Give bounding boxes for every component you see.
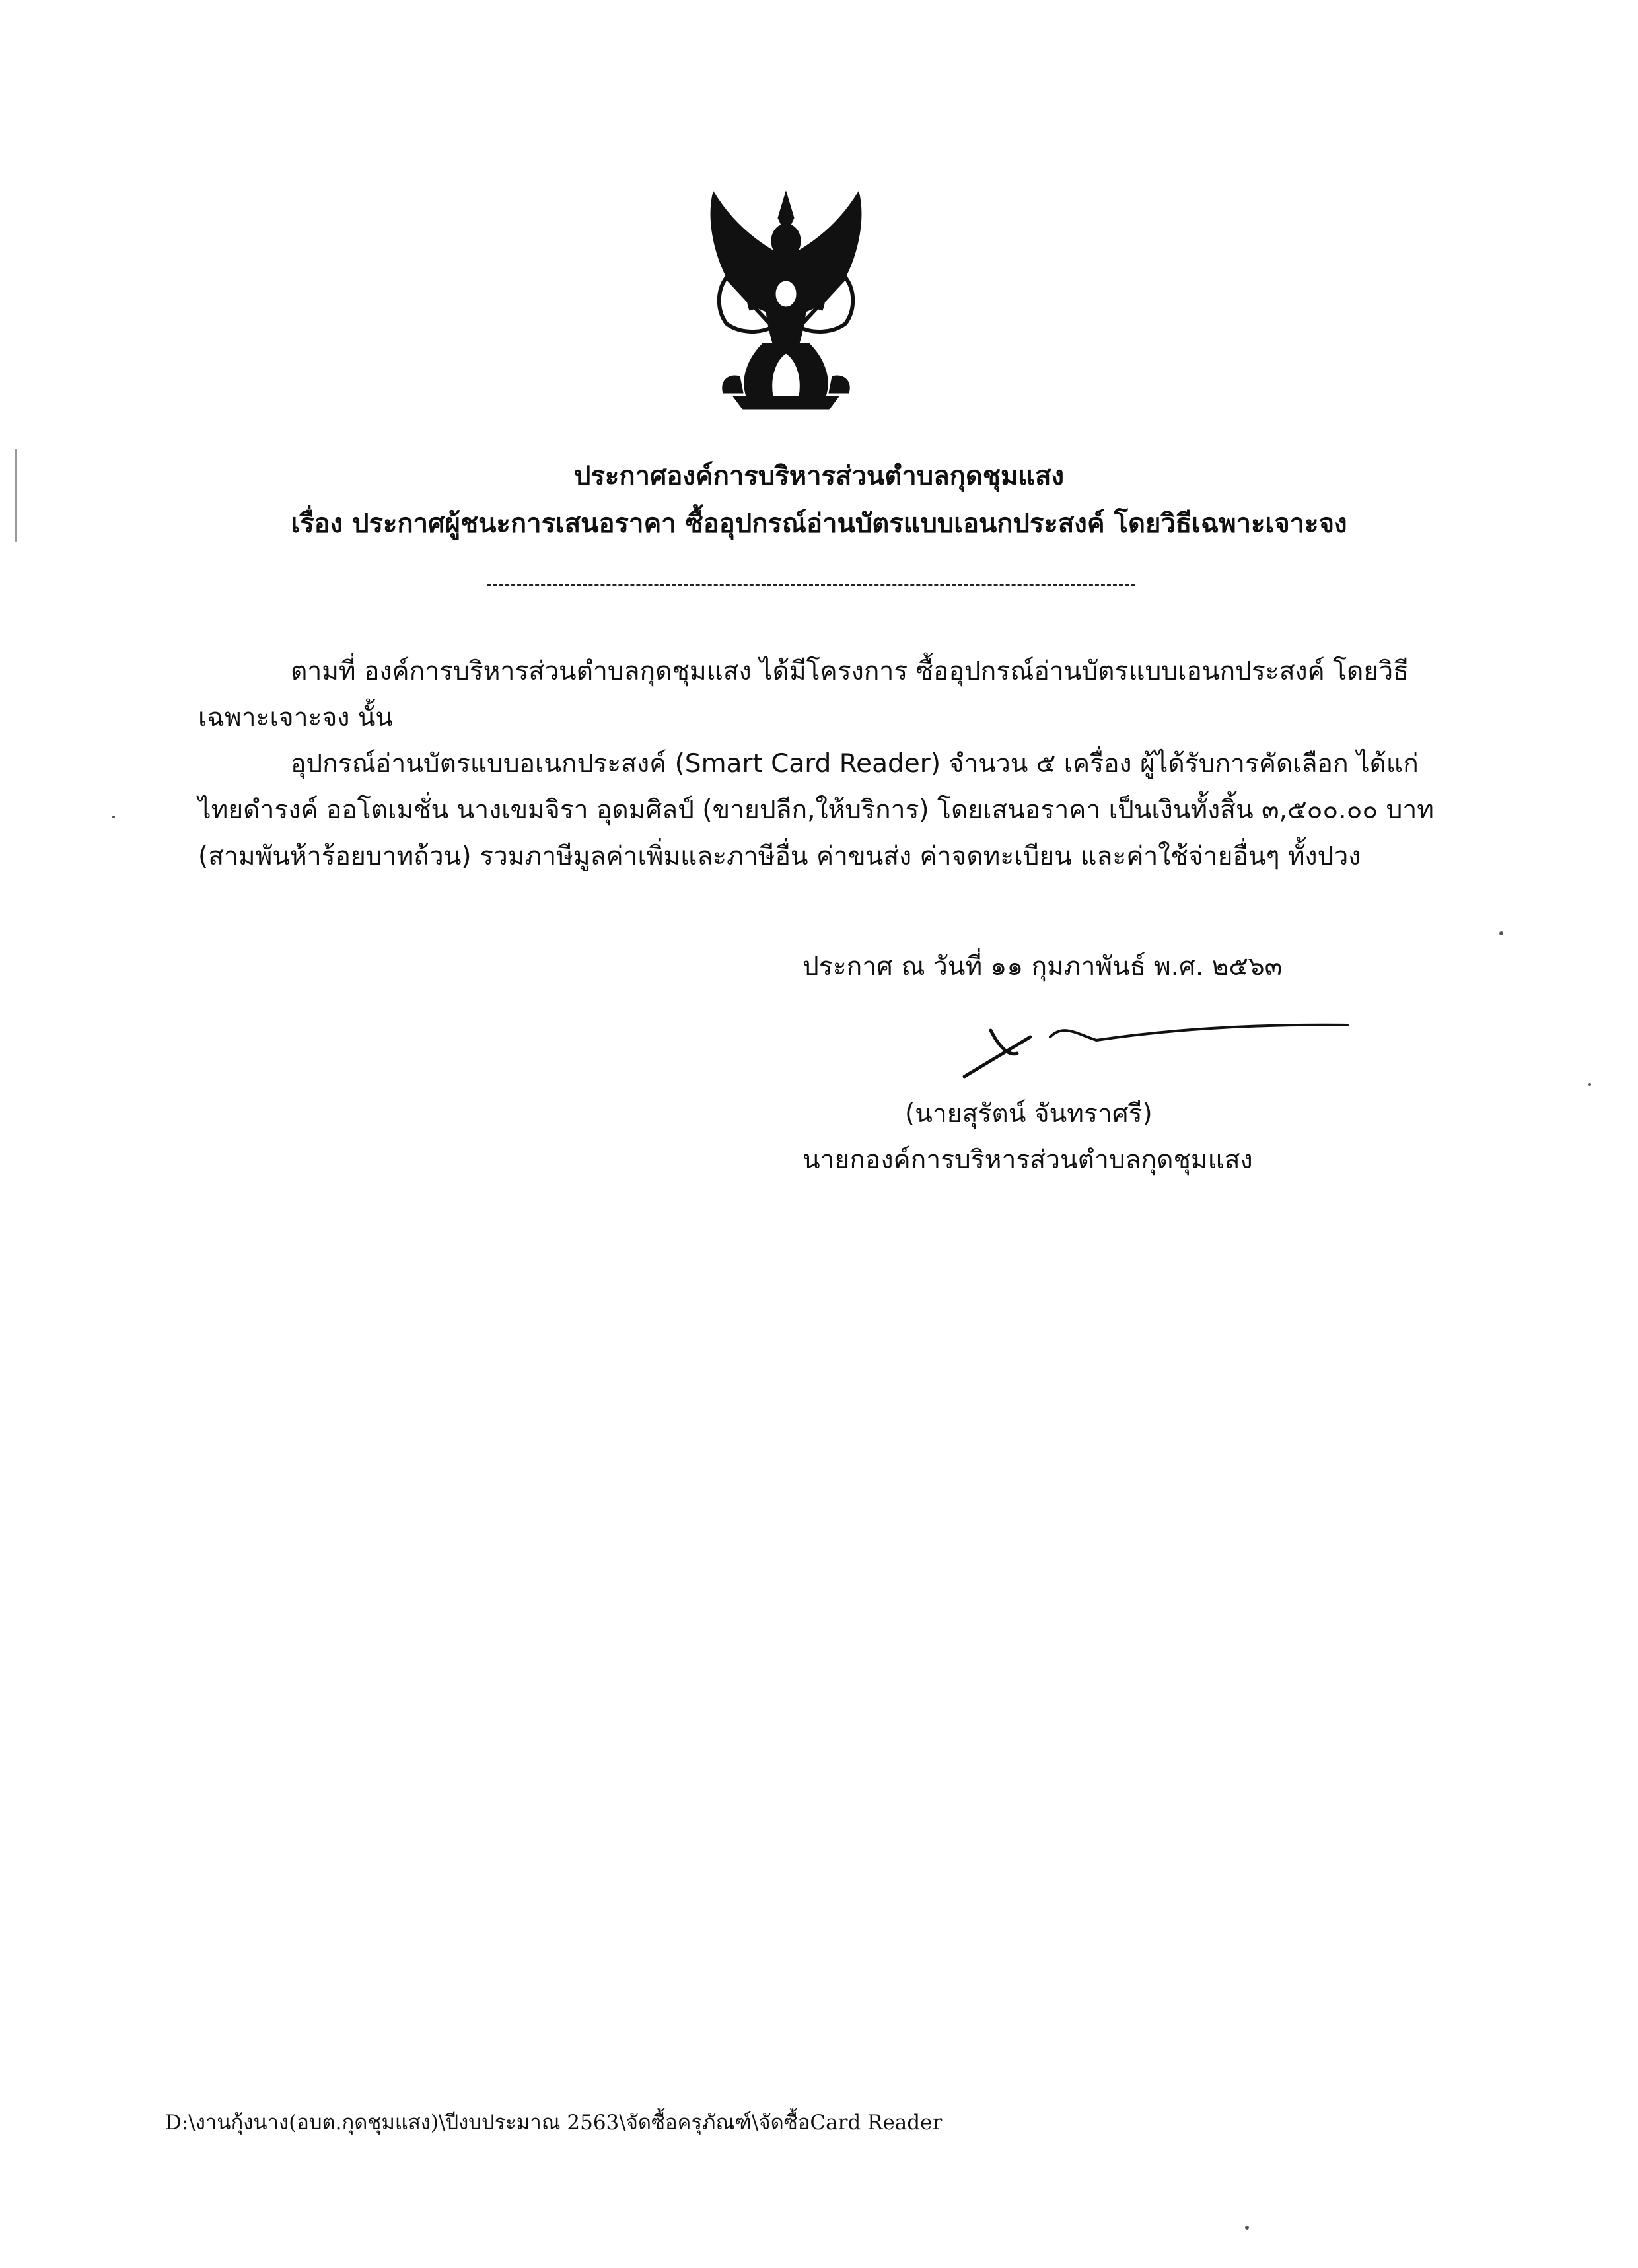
garuda-emblem-icon	[687, 178, 885, 416]
signature-mark	[951, 1010, 1374, 1090]
scan-speck	[112, 816, 115, 818]
announcement-subject: เรื่อง ประกาศผู้ชนะการเสนอราคา ซื้ออุปกรณ์อ่านบัตรแบบเอนกประสงค์ โดยวิธีเฉพาะเจาะจง	[291, 509, 1347, 539]
scan-edge-artifact	[15, 449, 17, 542]
file-path-footer: D:\งานกุ้งนาง(อบต.กุดชุมแสง)\ปีงบประมาณ 2563\จัดซื้อครุภัณฑ์\จัดซื้อCard Reader	[165, 2111, 943, 2135]
paragraph-2-line-2: ไทยดำรงค์ ออโตเมชั่น นางเขมจิรา อุดมศิลป์ (ขายปลีก,ให้บริการ) โดยเสนอราคา เป็นเงินทั้งสิ้น ๓,๕๐๐.๐๐ บาท	[198, 795, 1434, 825]
scan-speck	[1499, 931, 1503, 935]
announcement-title: ประกาศองค์การบริหารส่วนตำบลกุดชุมแสง	[573, 461, 1065, 491]
announcement-date: ประกาศ ณ วันที่ ๑๑ กุมภาพันธ์ พ.ศ. ๒๕๖๓	[802, 952, 1283, 981]
scan-speck	[1588, 1083, 1591, 1086]
paragraph-1-line-1: ตามที่ องค์การบริหารส่วนตำบลกุดชุมแสง ได้มีโครงการ ซื้ออุปกรณ์อ่านบัตรแบบเอนกประสงค์ โดยวิธี	[291, 656, 1409, 686]
paragraph-2-line-1: อุปกรณ์อ่านบัตรแบบอเนกประสงค์ (Smart Card Reader) จำนวน ๕ เครื่อง ผู้ได้รับการคัดเลือก ได้แก่	[291, 749, 1419, 779]
scan-speck	[1245, 2226, 1249, 2230]
paragraph-1-line-2: เฉพาะเจาะจง นั้น	[198, 703, 394, 732]
divider	[487, 584, 1135, 586]
paragraph-2-line-3: (สามพันห้าร้อยบาทถ้วน) รวมภาษีมูลค่าเพิ่มและภาษีอื่น ค่าขนส่ง ค่าจดทะเบียน และค่าใช้จ่ายอื่นๆ ทั้งปวง	[198, 841, 1361, 871]
signer-position: นายกองค์การบริหารส่วนตำบลกุดชุมแสง	[802, 1145, 1253, 1175]
signer-name: (นายสุรัตน์ จันทราศรี)	[905, 1099, 1153, 1129]
